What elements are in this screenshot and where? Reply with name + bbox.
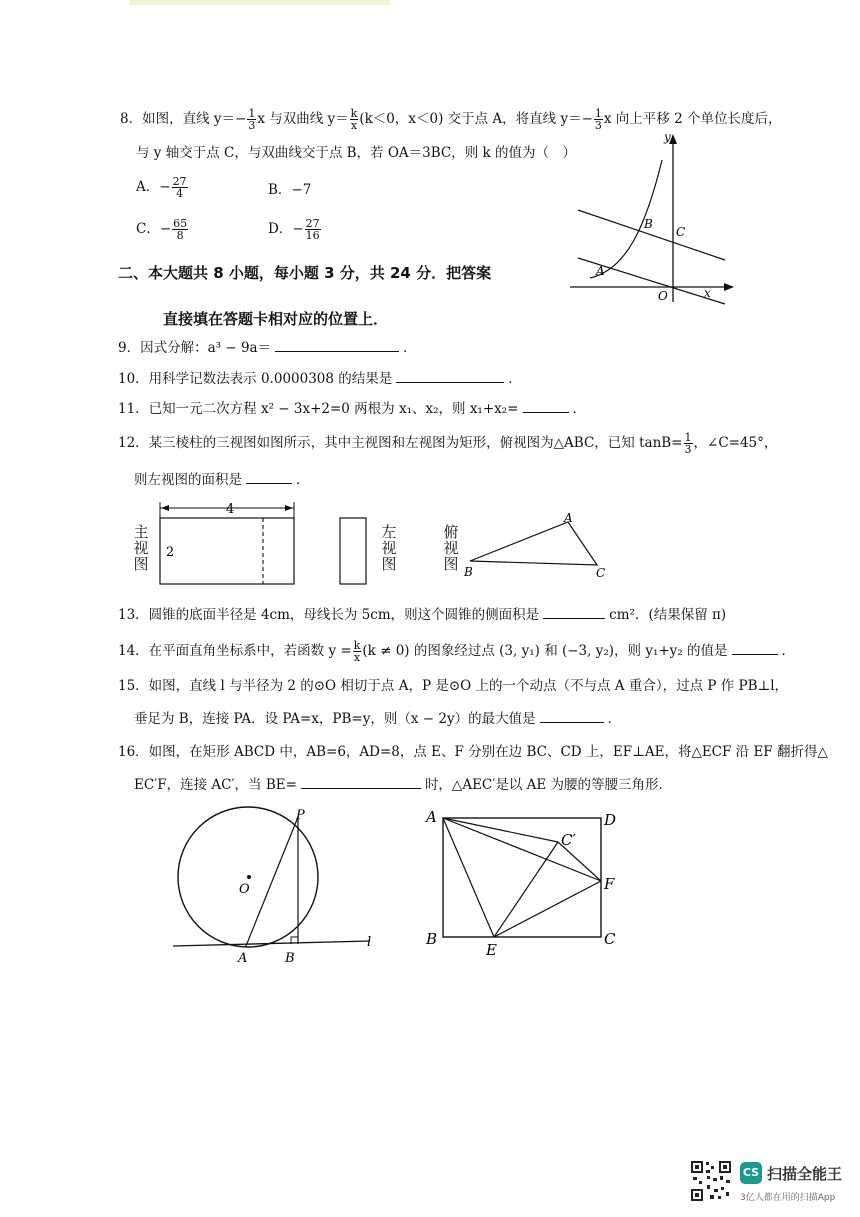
q16-line1: 16．如图，在矩形 ABCD 中，AB=6，AD=8，点 E、F 分别在边 BC、CD 上，EF⊥AE，将△ECF 沿 EF 翻折得△: [118, 744, 828, 760]
label-b: B: [464, 565, 473, 579]
q15-figure: [165, 805, 385, 970]
qr-code-icon: [690, 1160, 732, 1202]
label-f: F: [604, 875, 615, 893]
segment-ec1: [494, 842, 558, 937]
q15-line2: 垂足为 B，连接 PA．设 PA=x，PB=y，则（x − 2y）的最大值是 ．: [134, 708, 621, 729]
label-e: E: [486, 941, 497, 959]
center-o: [247, 875, 251, 879]
height-label: 2: [166, 545, 175, 560]
q12-three-views: [130, 496, 630, 586]
q14: 14．在平面直角坐标系中，若函数 y = $\frac{k}{x}$ (k ≠ 0) 的图象经过点 (3, y₁) 和 (−3, y₂)，则 y₁+y₂ 的值是 ．: [118, 639, 796, 664]
answer-blank[interactable]: [396, 368, 504, 383]
label-p: P: [296, 808, 305, 823]
main-view-rect: [160, 518, 294, 584]
label-c: C: [676, 225, 686, 239]
answer-blank[interactable]: [301, 774, 421, 789]
section2-heading: 二、本大题共 8 小题，每小题 3 分，共 24 分．把答案: [118, 264, 492, 282]
q8-option-a: A．− $\frac{27}{4}$: [136, 175, 187, 200]
label-b: B: [644, 217, 653, 231]
rectangle-abcd: [443, 818, 601, 937]
segment-ef: [494, 881, 601, 937]
label-c-prime: C′: [561, 831, 576, 849]
left-view-label: 左视图: [381, 523, 397, 573]
camscanner-logo-icon: CS: [740, 1162, 762, 1184]
left-view-rect: [340, 518, 366, 584]
width-label: 4: [226, 502, 235, 517]
q8-option-c: C．− $\frac{65}{8}$: [136, 217, 188, 242]
q13: 13．圆锥的底面半径是 4cm，母线长为 5cm，则这个圆锥的侧面积是 cm²．(结果保留 π): [118, 604, 726, 625]
label-a: A: [564, 511, 573, 525]
label-b: B: [426, 930, 438, 948]
x-axis-arrow: [724, 283, 734, 291]
answer-blank[interactable]: [543, 604, 605, 619]
label-o: O: [239, 882, 250, 897]
main-view-label: 主视图: [133, 523, 149, 573]
q8-line1: 8．如图，直线 y＝− $\frac{1}{3}$ x 与双曲线 y＝ $\frac{k}{x}$ (k＜0，x＜0) 交于点 A，将直线 y＝− $\frac{1}{3}$ x 向上平移 2 个单位长度后，: [120, 107, 782, 132]
label-c: C: [596, 566, 606, 580]
label-c: C: [604, 930, 616, 948]
q8-figure: [570, 130, 740, 310]
q15-line1: 15．如图，直线 l 与半径为 2 的⊙O 相切于点 A，P 是⊙O 上的一个动点（不与点 A 重合），过点 P 作 PB⊥l，: [118, 678, 789, 694]
q12-line1: 12．某三棱柱的三视图如图所示，其中主视图和左视图为矩形，俯视图为△ABC，已知 tanB= $\frac{1}{3}$ ，∠C=45°，: [118, 431, 778, 456]
scanner-tagline: 3亿人都在用的扫描App: [740, 1193, 836, 1203]
segment-af: [443, 818, 601, 881]
q10: 10．用科学记数法表示 0.0000308 的结果是 ．: [118, 368, 522, 389]
q11: 11．已知一元二次方程 x² − 3x+2=0 两根为 x₁、x₂，则 x₁+x₂= ．: [118, 398, 586, 419]
q8-option-d: D．− $\frac{27}{16}$: [268, 217, 320, 242]
q8-option-b: B．−7: [268, 182, 312, 198]
label-d: D: [604, 811, 617, 829]
tangent-line: [173, 941, 370, 946]
scan-edge-mark: [130, 0, 390, 5]
label-o: O: [658, 289, 668, 303]
q12-line2: 则左视图的面积是 ．: [134, 469, 310, 490]
answer-blank[interactable]: [540, 708, 604, 723]
scanner-brand-name: 扫描全能王: [767, 1165, 843, 1183]
label-a: A: [238, 951, 248, 966]
answer-blank[interactable]: [275, 337, 399, 352]
label-l: l: [367, 935, 372, 950]
label-a: A: [426, 808, 437, 826]
q16-line2: EC′F，连接 AC′，当 BE= 时，△AEC′是以 AE 为腰的等腰三角形．: [134, 774, 672, 795]
answer-blank[interactable]: [523, 398, 569, 413]
q16-figure: [420, 805, 630, 965]
label-y: y: [664, 130, 671, 144]
segment-ac1: [443, 818, 558, 842]
q9: 9．因式分解：a³ − 9a＝ ．: [118, 337, 417, 358]
top-view-label: 俯视图: [443, 523, 459, 573]
label-a: A: [596, 264, 605, 278]
answer-blank[interactable]: [246, 469, 292, 484]
q8-line2: 与 y 轴交于点 C，与双曲线交于点 B，若 OA＝3BC，则 k 的值为（ ）: [136, 145, 577, 161]
label-b: B: [285, 951, 295, 966]
section2-heading-cont: 直接填在答题卡相对应的位置上．: [163, 310, 389, 328]
answer-blank[interactable]: [732, 640, 778, 655]
label-x: x: [704, 286, 711, 300]
segment-pa: [246, 817, 298, 946]
top-view-triangle: [470, 522, 597, 565]
